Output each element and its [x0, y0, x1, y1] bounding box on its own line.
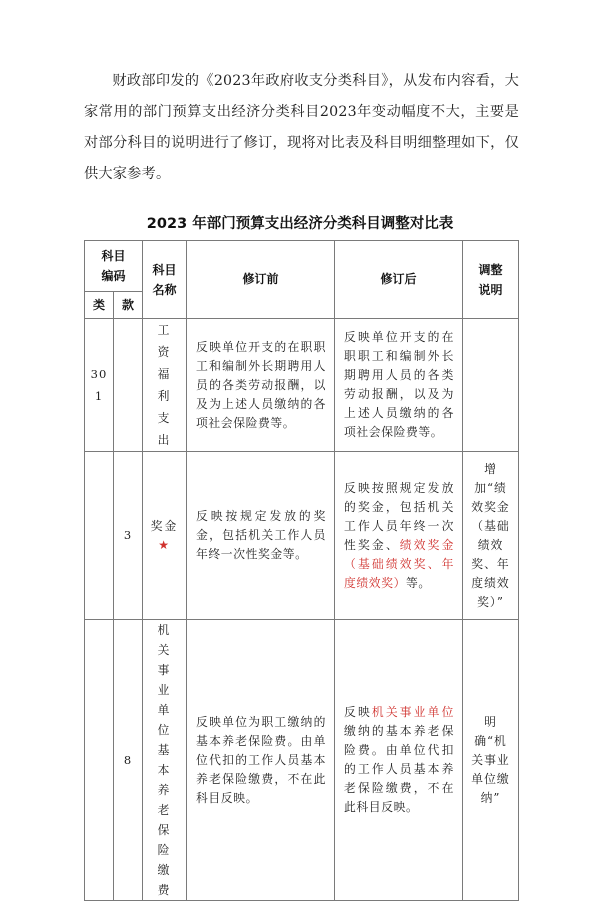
- cell-before: 反映按规定发放的奖金，包括机关工作人员年终一次性奖金等。: [187, 452, 335, 620]
- intro-paragraph: 财政部印发的《2023年政府收支分类科目》，从发布内容看，大家常用的部门预算支出经济分类科目2023年变动幅度不大，主要是对部分科目的说明进行了修订，现将对比表及科目明细整理如下，仅供大家参考。: [84, 73, 519, 182]
- header-lei: 类: [85, 292, 114, 319]
- header-note: 调整说明: [463, 241, 519, 319]
- cell-before: 反映单位为职工缴纳的基本养老保险费。由单位代扣的工作人员基本养老保险缴费，不在此科目反映。: [187, 620, 335, 901]
- header-before: 修订前: [187, 241, 335, 319]
- table-row: [85, 452, 519, 620]
- cell-note: [463, 319, 519, 452]
- cell-name: 奖金 ★: [143, 452, 187, 620]
- cell-kuan: 8: [114, 620, 143, 901]
- header-name: 科目名称: [143, 241, 187, 319]
- cell-before: 反映单位开支的在职职工和编制外长期聘用人员的各类劳动报酬，以及为上述人员缴纳的各项社会保险费等。: [187, 319, 335, 452]
- cell-name: 机关事业单位基本养老保险缴费: [143, 620, 187, 901]
- cell-kuan: 3: [114, 452, 143, 620]
- table-row: [85, 319, 519, 452]
- cell-after: 反映单位开支的在职职工和编制外长期聘用人员的各类劳动报酬，以及为上述人员缴纳的各项社会保险费等。: [335, 319, 463, 452]
- cell-lei: [85, 620, 114, 901]
- highlight-text: 绩效奖金（基础绩效奖、年度绩效奖）: [344, 537, 455, 590]
- table-title: 2023 年部门预算支出经济分类科目调整对比表: [146, 216, 454, 232]
- star-icon: ★: [158, 537, 171, 552]
- header-kuan: 款: [114, 292, 143, 319]
- cell-lei: 301: [85, 319, 114, 452]
- cell-after: 反映机关事业单位缴纳的基本养老保险费。由单位代扣的工作人员基本养老保险缴费，不在此科目反映。: [335, 620, 463, 901]
- highlight-text: 机关事业单位: [371, 705, 454, 719]
- cell-lei: [85, 452, 114, 620]
- cell-name: 工资福利支出: [143, 319, 187, 452]
- cell-kuan: [114, 319, 143, 452]
- cell-note: 明确“机关事业单位缴纳”: [463, 620, 519, 901]
- header-code-group: 科目编码: [85, 241, 143, 292]
- cell-after: 反映按照规定发放的奖金，包括机关工作人员年终一次性奖金、绩效奖金（基础绩效奖、年度绩效奖）等。: [335, 452, 463, 620]
- header-after: 修订后: [335, 241, 463, 319]
- table-row: [85, 620, 519, 901]
- comparison-table: [84, 240, 519, 901]
- cell-note: 增加“绩效奖金（基础绩效奖、年度绩效奖）”: [463, 452, 519, 620]
